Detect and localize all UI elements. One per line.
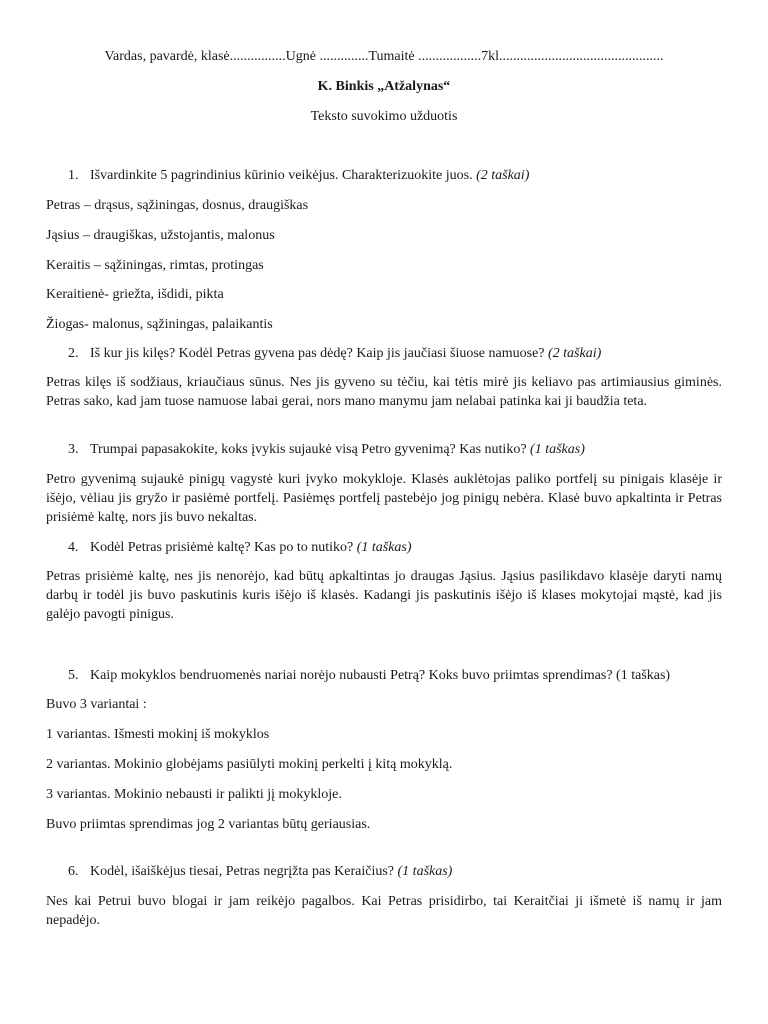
answer-paragraph: Petro gyvenimą sujaukė pinigų vagystė kuri įvyko mokykloje. Klasės auklėtojas paliko portfelį su pinigais klasėje ir išėjo, vėliau jis gryžo ir pasiėmė portfelį. Pasiėmęs portfelį pastebėjo jog pinigų nebėra. Klasė buvo apkaltinta ir Petras prisiėmė kaltę, nors jis buvo nekaltas. bbox=[46, 472, 722, 525]
answer-line: Jąsius – draugiškas, užstojantis, malonus bbox=[46, 228, 275, 243]
question-points: (1 taškas) bbox=[356, 540, 412, 555]
question-number: 4. bbox=[68, 540, 79, 555]
answer-line: Buvo priimtas sprendimas jog 2 variantas būtų geriausias. bbox=[46, 817, 371, 832]
question-3 bbox=[68, 440, 585, 459]
answer-line: Keraitienė- griežta, išdidi, pikta bbox=[46, 287, 224, 302]
question-points: (1 taškas) bbox=[530, 442, 585, 457]
question-number: 1. bbox=[68, 168, 79, 183]
question-5 bbox=[68, 666, 670, 685]
question-1 bbox=[68, 166, 529, 185]
document-subtitle: Teksto suvokimo užduotis bbox=[310, 109, 458, 124]
answer-paragraph: Nes kai Petrui buvo blogai ir jam reikėjo pagalbos. Kai Petras prisidirbo, tai Keraitčiai ji išmetė iš namų ir jam nepadėjo. bbox=[46, 894, 722, 928]
answer-line: Keraitis – sąžiningas, rimtas, protingas bbox=[46, 258, 264, 273]
question-points: (2 taškai) bbox=[548, 346, 602, 361]
question-2 bbox=[68, 344, 601, 363]
question-points: (1 taškas) bbox=[397, 864, 453, 879]
question-number: 6. bbox=[68, 864, 79, 879]
answer-line: 3 variantas. Mokinio nebausti ir palikti jį mokykloje. bbox=[46, 787, 342, 802]
question-text: Išvardinkite 5 pagrindinius kūrinio veikėjus. Charakterizuokite juos. bbox=[90, 168, 473, 183]
question-text: Trumpai papasakokite, koks įvykis sujaukė visą Petro gyvenimą? Kas nutiko? bbox=[90, 442, 527, 457]
question-text: Kaip mokyklos bendruomenės nariai norėjo nubausti Petrą? Koks buvo priimtas sprendimas? (1 taškas) bbox=[90, 668, 671, 683]
answer-paragraph: Petras prisiėmė kaltę, nes jis nenorėjo, kad būtų apkaltintas jo draugas Jąsius. Jąsius pasilikdavo klasėje daryti namų darbų ir todėl jis buvo paskutinis kuris išėjo iš klasės. Kadangi jis paskutinis išėjo iš klases mokytojai mąstė, kad jis galėjo pavogti pinigus. bbox=[46, 569, 722, 622]
answer-line: Žiogas- malonus, sąžiningas, palaikantis bbox=[46, 317, 273, 332]
answer-line: 1 variantas. Išmesti mokinį iš mokyklos bbox=[46, 727, 270, 742]
question-text: Iš kur jis kilęs? Kodėl Petras gyvena pas dėdę? Kaip jis jaučiasi šiuose namuose? bbox=[90, 346, 545, 361]
answer-line: Petras – drąsus, sąžiningas, dosnus, draugiškas bbox=[46, 198, 309, 213]
question-6 bbox=[68, 862, 452, 881]
question-number: 5. bbox=[68, 668, 79, 683]
name-line: Vardas, pavardė, klasė................Ugnė ..............Tumaitė ..................7kl............................................... bbox=[104, 49, 664, 64]
question-text: Kodėl, išaiškėjus tiesai, Petras negrįžta pas Keraičius? bbox=[90, 864, 395, 879]
question-number: 2. bbox=[68, 346, 79, 361]
answer-line: Buvo 3 variantai : bbox=[46, 697, 147, 712]
answer-line: 2 variantas. Mokinio globėjams pasiūlyti mokinį perkelti į kitą mokyklą. bbox=[46, 757, 453, 772]
question-4 bbox=[68, 538, 412, 557]
answer-paragraph: Petras kilęs iš sodžiaus, kriaučiaus sūnus. Nes jis gyveno su tėčiu, kai tėtis mirė jis keliavo pas artimiausius giminės. Petras sako, kad jam tuose namuose labai gerai, nors mano manymu jam nelabai patinka kai ji baudžia teta. bbox=[46, 375, 722, 409]
question-text: Kodėl Petras prisiėmė kaltę? Kas po to nutiko? bbox=[90, 540, 354, 555]
document-title: K. Binkis „Atžalynas“ bbox=[317, 79, 451, 94]
question-number: 3. bbox=[68, 442, 79, 457]
question-points: (2 taškai) bbox=[476, 168, 530, 183]
